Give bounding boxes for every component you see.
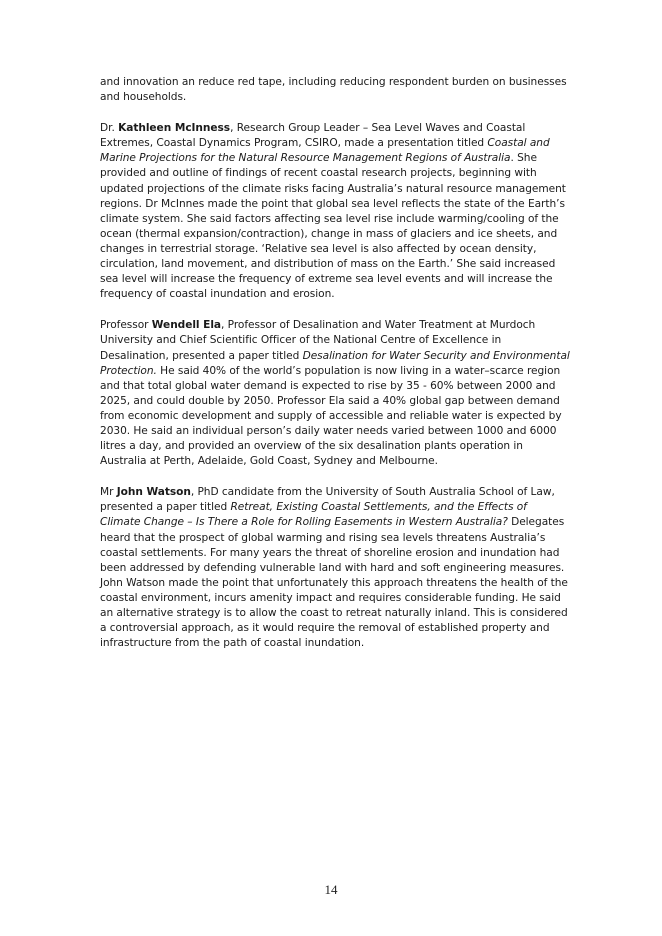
speaker-prefix: Mr bbox=[100, 486, 117, 499]
speaker-name: John Watson bbox=[116, 486, 191, 499]
paragraph-text: , Research Group Leader – Sea Level Waves and Coastal Extremes, Coastal Dynamics Program, CSIRO, made a presentation titled bbox=[100, 122, 526, 150]
document-body bbox=[100, 75, 570, 667]
presentation-title: Retreat, Existing Coastal Settlements, and the Effects of Climate Change – Is There a Role for Rolling Easements in Western Australia? bbox=[100, 501, 527, 529]
paragraph-text: and innovation an reduce red tape, including reducing respondent burden on businesses and households. bbox=[100, 76, 567, 104]
speaker-prefix: Professor bbox=[100, 319, 152, 332]
paragraph-text: He said 40% of the world’s population is now living in a water–scarce region and that total global water demand is expected to rise by 35 - 60% between 2000 and 2025, and could double by 2050. Professor Ela said a 40% global gap between demand from economic development and supply of accessible and reliable water is expected by 2030. He said an individual person’s daily water needs varied between 1000 and 6000 litres a day, and provided an overview of the six desalination plants operation in Australia at Perth, Adelaide, Gold Coast, Sydney and Melbourne. bbox=[100, 364, 562, 468]
paragraph-continuation bbox=[100, 75, 570, 105]
paragraph-ela bbox=[100, 318, 570, 469]
paragraph-text: . She provided and outline of findings of recent coastal research projects, beginning with updated projections of the climate risks facing Australia’s natural resource management regions. Dr McInnes made the point that global sea level reflects the state of the Earth’s climate system. She said factors affecting sea level rise include warming/cooling of the ocean (thermal expansion/contraction), change in mass of glaciers and ice sheets, and changes in terrestrial storage. ‘Relative sea level is also affected by ocean density, circulation, land movement, and distribution of mass on the Earth.’ She said increased sea level will increase the frequency of extreme sea level events and will increase the frequency of coastal inundation and erosion. bbox=[100, 152, 566, 301]
speaker-name: Kathleen McInness bbox=[118, 122, 231, 135]
paragraph-text: Delegates heard that the prospect of global warming and rising sea levels threatens Australia’s coastal settlements. For many years the threat of shoreline erosion and inundation had been addressed by defending vulnerable land with hard and soft engineering measures. John Watson made the point that unfortunately this approach threatens the health of the coastal environment, incurs amenity impact and requires considerable funding. He said an alternative strategy is to allow the coast to retreat naturally inland. This is considered a controversial approach, as it would require the removal of established property and infrastructure from the path of coastal inundation. bbox=[100, 516, 568, 650]
presentation-title: Coastal and Marine Projections for the Natural Resource Management Regions of Australia bbox=[100, 137, 550, 165]
presentation-title: Desalination for Water Security and Environmental Protection. bbox=[100, 349, 570, 377]
paragraph-watson bbox=[100, 485, 570, 651]
speaker-name: Wendell Ela bbox=[151, 319, 222, 332]
paragraph-text: , PhD candidate from the University of South Australia School of Law, presented a paper titled bbox=[100, 486, 555, 514]
speaker-prefix: Dr. bbox=[100, 122, 119, 135]
page-number: 14 bbox=[324, 882, 338, 897]
paragraph-mcinness bbox=[100, 121, 570, 302]
paragraph-text: , Professor of Desalination and Water Treatment at Murdoch University and Chief Scientific Officer of the National Centre of Excellence in Desalination, presented a paper titled bbox=[100, 319, 536, 362]
